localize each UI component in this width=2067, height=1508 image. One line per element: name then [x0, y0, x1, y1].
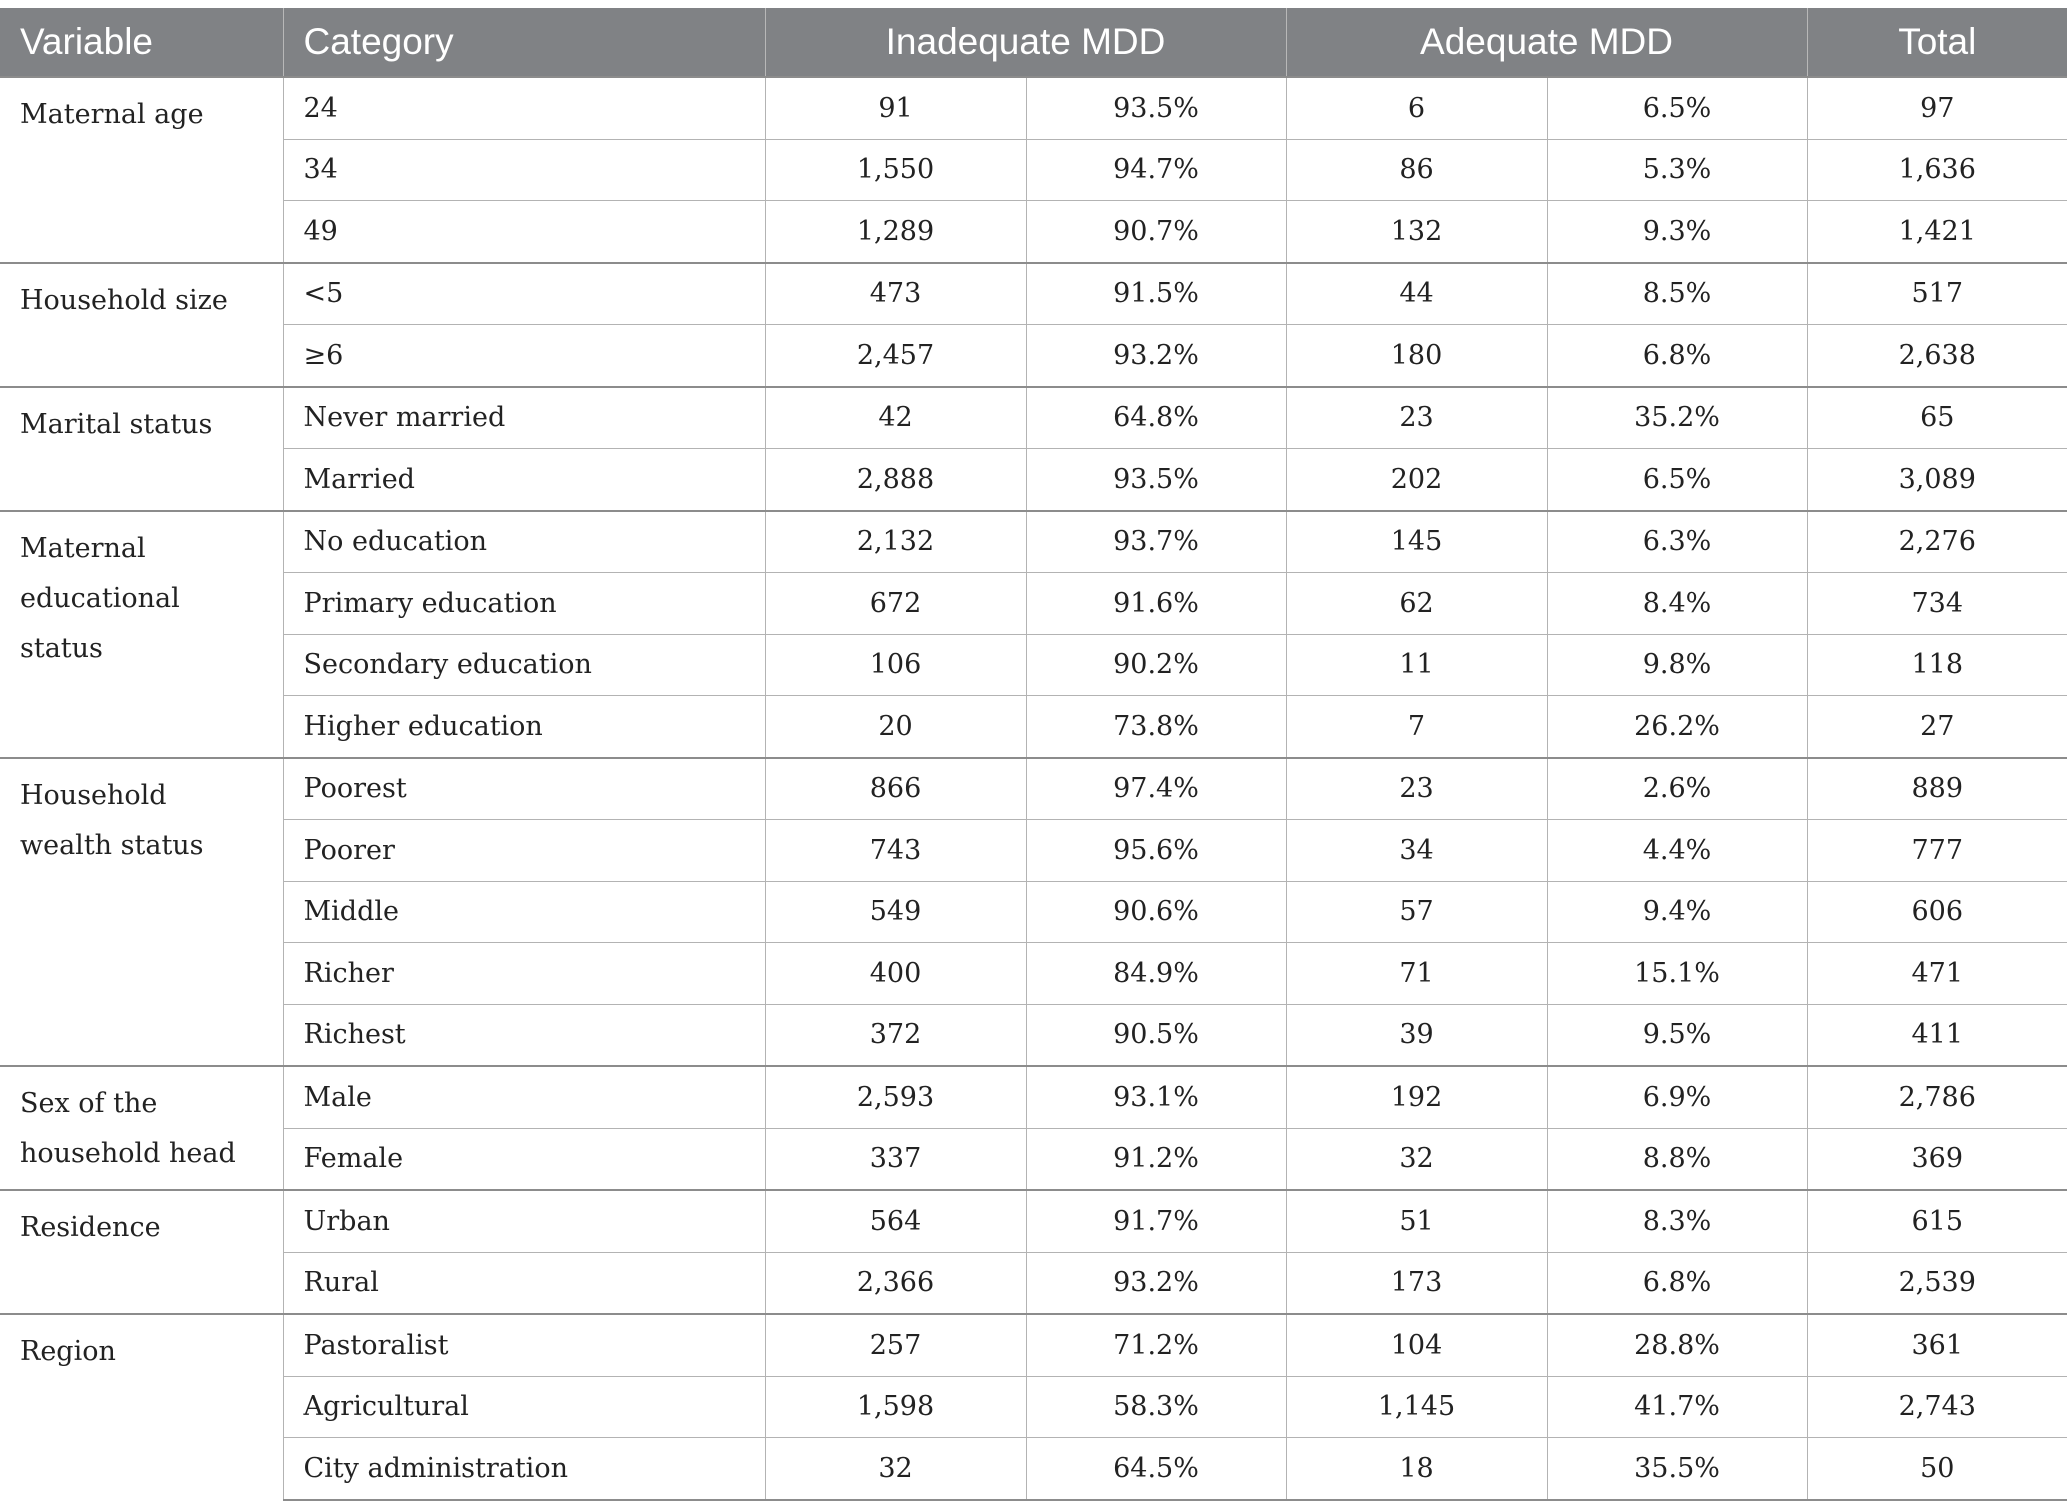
category-cell: Male	[283, 1066, 765, 1128]
inadequate-count-cell: 2,457	[765, 325, 1026, 387]
inadequate-percent-cell: 97.4%	[1026, 758, 1286, 820]
total-cell: 615	[1807, 1190, 2067, 1252]
adequate-percent-cell: 8.4%	[1547, 573, 1807, 635]
header-adequate-mdd: Adequate MDD	[1286, 8, 1807, 77]
adequate-percent-cell: 6.8%	[1547, 325, 1807, 387]
adequate-percent-cell: 6.9%	[1547, 1066, 1807, 1128]
inadequate-count-cell: 1,289	[765, 201, 1026, 263]
inadequate-count-cell: 743	[765, 820, 1026, 882]
table-row	[0, 820, 2067, 882]
adequate-percent-cell: 41.7%	[1547, 1376, 1807, 1438]
adequate-count-cell: 23	[1286, 758, 1547, 820]
inadequate-count-cell: 20	[765, 696, 1026, 758]
total-cell: 369	[1807, 1128, 2067, 1190]
inadequate-count-cell: 106	[765, 634, 1026, 696]
total-cell: 361	[1807, 1314, 2067, 1376]
inadequate-percent-cell: 90.7%	[1026, 201, 1286, 263]
table-body	[0, 77, 2067, 1500]
table-row	[0, 77, 2067, 139]
total-cell: 1,421	[1807, 201, 2067, 263]
inadequate-count-cell: 372	[765, 1004, 1026, 1066]
adequate-count-cell: 132	[1286, 201, 1547, 263]
adequate-percent-cell: 9.4%	[1547, 881, 1807, 943]
category-cell: <5	[283, 263, 765, 325]
category-cell: Female	[283, 1128, 765, 1190]
inadequate-percent-cell: 64.5%	[1026, 1438, 1286, 1500]
category-cell: Middle	[283, 881, 765, 943]
category-cell: Poorest	[283, 758, 765, 820]
adequate-percent-cell: 26.2%	[1547, 696, 1807, 758]
inadequate-count-cell: 473	[765, 263, 1026, 325]
adequate-percent-cell: 35.2%	[1547, 387, 1807, 449]
adequate-percent-cell: 8.8%	[1547, 1128, 1807, 1190]
total-cell: 734	[1807, 573, 2067, 635]
inadequate-percent-cell: 93.1%	[1026, 1066, 1286, 1128]
adequate-count-cell: 173	[1286, 1252, 1547, 1314]
total-cell: 471	[1807, 943, 2067, 1005]
category-cell: Rural	[283, 1252, 765, 1314]
total-cell: 2,743	[1807, 1376, 2067, 1438]
inadequate-percent-cell: 91.6%	[1026, 573, 1286, 635]
table-row	[0, 263, 2067, 325]
inadequate-percent-cell: 90.5%	[1026, 1004, 1286, 1066]
inadequate-count-cell: 337	[765, 1128, 1026, 1190]
category-cell: Pastoralist	[283, 1314, 765, 1376]
adequate-count-cell: 32	[1286, 1128, 1547, 1190]
header-category: Category	[283, 8, 765, 77]
table-row	[0, 573, 2067, 635]
adequate-count-cell: 202	[1286, 449, 1547, 511]
header-variable: Variable	[0, 8, 283, 77]
inadequate-percent-cell: 93.5%	[1026, 77, 1286, 139]
adequate-count-cell: 34	[1286, 820, 1547, 882]
inadequate-count-cell: 2,593	[765, 1066, 1026, 1128]
total-cell: 1,636	[1807, 139, 2067, 201]
table-row	[0, 511, 2067, 573]
table-row	[0, 201, 2067, 263]
inadequate-percent-cell: 94.7%	[1026, 139, 1286, 201]
adequate-percent-cell: 6.5%	[1547, 449, 1807, 511]
variable-cell: Marital status	[0, 387, 283, 511]
table-row	[0, 634, 2067, 696]
table-row	[0, 696, 2067, 758]
adequate-count-cell: 51	[1286, 1190, 1547, 1252]
adequate-percent-cell: 28.8%	[1547, 1314, 1807, 1376]
inadequate-count-cell: 1,598	[765, 1376, 1026, 1438]
table-row	[0, 325, 2067, 387]
variable-cell: Sex of the household head	[0, 1066, 283, 1190]
inadequate-count-cell: 1,550	[765, 139, 1026, 201]
table-row	[0, 1376, 2067, 1438]
adequate-percent-cell: 6.5%	[1547, 77, 1807, 139]
category-cell: Primary education	[283, 573, 765, 635]
category-cell: ≥6	[283, 325, 765, 387]
variable-cell: Maternal educational status	[0, 511, 283, 758]
adequate-count-cell: 6	[1286, 77, 1547, 139]
adequate-count-cell: 39	[1286, 1004, 1547, 1066]
variable-cell: Region	[0, 1314, 283, 1500]
adequate-count-cell: 86	[1286, 139, 1547, 201]
adequate-percent-cell: 9.5%	[1547, 1004, 1807, 1066]
adequate-percent-cell: 15.1%	[1547, 943, 1807, 1005]
adequate-count-cell: 71	[1286, 943, 1547, 1005]
inadequate-count-cell: 672	[765, 573, 1026, 635]
total-cell: 2,786	[1807, 1066, 2067, 1128]
inadequate-percent-cell: 91.5%	[1026, 263, 1286, 325]
adequate-percent-cell: 6.3%	[1547, 511, 1807, 573]
inadequate-count-cell: 32	[765, 1438, 1026, 1500]
inadequate-percent-cell: 90.2%	[1026, 634, 1286, 696]
table-row	[0, 1314, 2067, 1376]
header-inadequate-mdd: Inadequate MDD	[765, 8, 1286, 77]
total-cell: 50	[1807, 1438, 2067, 1500]
category-cell: Agricultural	[283, 1376, 765, 1438]
header-row	[0, 8, 2067, 77]
inadequate-percent-cell: 84.9%	[1026, 943, 1286, 1005]
total-cell: 2,638	[1807, 325, 2067, 387]
adequate-count-cell: 62	[1286, 573, 1547, 635]
adequate-count-cell: 104	[1286, 1314, 1547, 1376]
category-cell: 49	[283, 201, 765, 263]
total-cell: 27	[1807, 696, 2067, 758]
category-cell: Richest	[283, 1004, 765, 1066]
category-cell: Never married	[283, 387, 765, 449]
inadequate-percent-cell: 93.2%	[1026, 325, 1286, 387]
table-row	[0, 758, 2067, 820]
inadequate-count-cell: 2,366	[765, 1252, 1026, 1314]
total-cell: 65	[1807, 387, 2067, 449]
total-cell: 97	[1807, 77, 2067, 139]
category-cell: 34	[283, 139, 765, 201]
mdd-table	[0, 8, 2067, 1501]
table-row	[0, 139, 2067, 201]
inadequate-percent-cell: 93.5%	[1026, 449, 1286, 511]
table-row	[0, 1128, 2067, 1190]
total-cell: 606	[1807, 881, 2067, 943]
inadequate-percent-cell: 95.6%	[1026, 820, 1286, 882]
adequate-percent-cell: 6.8%	[1547, 1252, 1807, 1314]
inadequate-percent-cell: 90.6%	[1026, 881, 1286, 943]
adequate-count-cell: 44	[1286, 263, 1547, 325]
adequate-count-cell: 7	[1286, 696, 1547, 758]
header-total: Total	[1807, 8, 2067, 77]
total-cell: 2,539	[1807, 1252, 2067, 1314]
total-cell: 3,089	[1807, 449, 2067, 511]
total-cell: 2,276	[1807, 511, 2067, 573]
category-cell: Poorer	[283, 820, 765, 882]
variable-cell: Residence	[0, 1190, 283, 1314]
category-cell: City administration	[283, 1438, 765, 1500]
inadequate-count-cell: 2,888	[765, 449, 1026, 511]
adequate-count-cell: 145	[1286, 511, 1547, 573]
inadequate-count-cell: 866	[765, 758, 1026, 820]
inadequate-percent-cell: 93.7%	[1026, 511, 1286, 573]
adequate-percent-cell: 8.5%	[1547, 263, 1807, 325]
variable-cell: Household wealth status	[0, 758, 283, 1067]
category-cell: Urban	[283, 1190, 765, 1252]
total-cell: 517	[1807, 263, 2067, 325]
inadequate-percent-cell: 93.2%	[1026, 1252, 1286, 1314]
table-row	[0, 943, 2067, 1005]
adequate-percent-cell: 4.4%	[1547, 820, 1807, 882]
inadequate-percent-cell: 91.7%	[1026, 1190, 1286, 1252]
inadequate-count-cell: 549	[765, 881, 1026, 943]
adequate-count-cell: 180	[1286, 325, 1547, 387]
table-row	[0, 1004, 2067, 1066]
adequate-count-cell: 11	[1286, 634, 1547, 696]
adequate-percent-cell: 2.6%	[1547, 758, 1807, 820]
variable-cell: Household size	[0, 263, 283, 387]
adequate-count-cell: 23	[1286, 387, 1547, 449]
table-row	[0, 1252, 2067, 1314]
category-cell: 24	[283, 77, 765, 139]
table-row	[0, 1438, 2067, 1500]
inadequate-percent-cell: 91.2%	[1026, 1128, 1286, 1190]
adequate-percent-cell: 5.3%	[1547, 139, 1807, 201]
category-cell: Higher education	[283, 696, 765, 758]
table-row	[0, 449, 2067, 511]
variable-cell: Maternal age	[0, 77, 283, 263]
inadequate-count-cell: 400	[765, 943, 1026, 1005]
inadequate-count-cell: 91	[765, 77, 1026, 139]
total-cell: 118	[1807, 634, 2067, 696]
adequate-count-cell: 1,145	[1286, 1376, 1547, 1438]
adequate-count-cell: 192	[1286, 1066, 1547, 1128]
adequate-percent-cell: 35.5%	[1547, 1438, 1807, 1500]
table-row	[0, 881, 2067, 943]
adequate-percent-cell: 9.3%	[1547, 201, 1807, 263]
total-cell: 777	[1807, 820, 2067, 882]
inadequate-percent-cell: 64.8%	[1026, 387, 1286, 449]
adequate-percent-cell: 9.8%	[1547, 634, 1807, 696]
adequate-count-cell: 57	[1286, 881, 1547, 943]
table-row	[0, 387, 2067, 449]
adequate-percent-cell: 8.3%	[1547, 1190, 1807, 1252]
table-row	[0, 1190, 2067, 1252]
category-cell: No education	[283, 511, 765, 573]
inadequate-percent-cell: 71.2%	[1026, 1314, 1286, 1376]
category-cell: Richer	[283, 943, 765, 1005]
inadequate-percent-cell: 58.3%	[1026, 1376, 1286, 1438]
category-cell: Married	[283, 449, 765, 511]
total-cell: 411	[1807, 1004, 2067, 1066]
inadequate-percent-cell: 73.8%	[1026, 696, 1286, 758]
inadequate-count-cell: 564	[765, 1190, 1026, 1252]
total-cell: 889	[1807, 758, 2067, 820]
inadequate-count-cell: 2,132	[765, 511, 1026, 573]
category-cell: Secondary education	[283, 634, 765, 696]
inadequate-count-cell: 257	[765, 1314, 1026, 1376]
table-row	[0, 1066, 2067, 1128]
adequate-count-cell: 18	[1286, 1438, 1547, 1500]
inadequate-count-cell: 42	[765, 387, 1026, 449]
